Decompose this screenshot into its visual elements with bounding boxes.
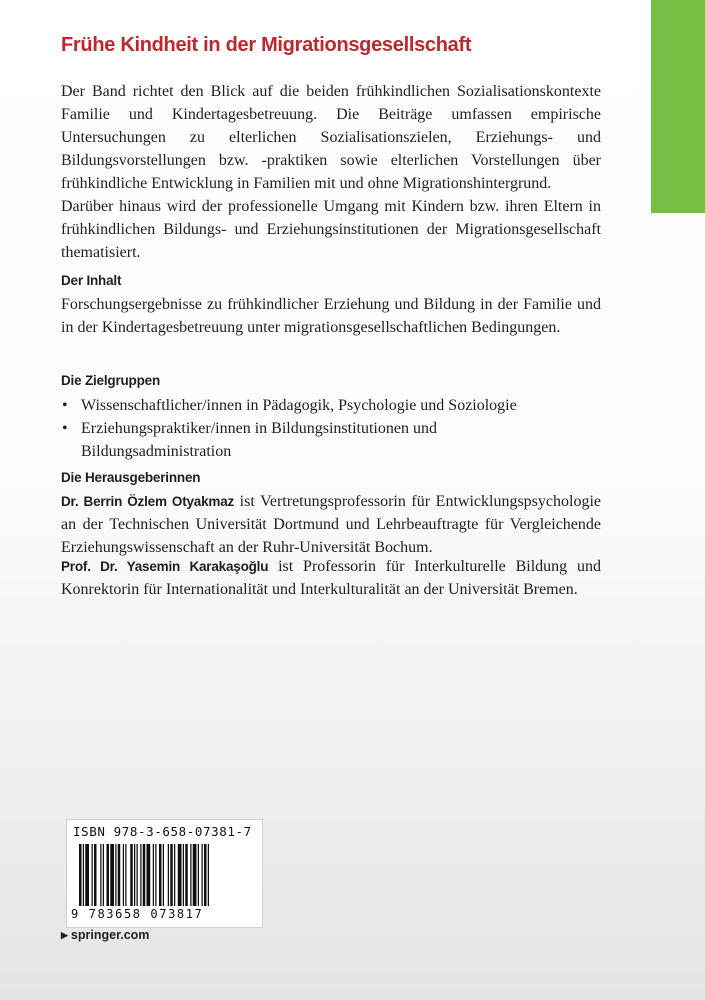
target-groups-heading: Die Zielgruppen <box>61 373 161 388</box>
barcode-bar <box>174 844 175 906</box>
barcode-bar <box>202 844 203 906</box>
barcode-bar <box>123 844 124 906</box>
bullet-icon: • <box>62 397 68 414</box>
barcode-bar <box>155 844 156 906</box>
barcode-bar <box>103 844 104 906</box>
green-color-tab <box>651 0 705 213</box>
barcode-bar <box>130 844 133 906</box>
barcode-bar <box>107 844 110 906</box>
barcode-bar <box>185 844 188 906</box>
content-text: Forschungsergebnisse zu frühkindlicher Erziehung und Bildung in der Familie und in der Kindertagesbetreuung unter migrationsgesellschaftlichen Bedingungen. <box>61 296 601 336</box>
barcode-bar <box>110 844 114 906</box>
second-paragraph: Darüber hinaus wird der professionelle Umgang mit Kindern bzw. ihren Eltern in frühkindlichen Bildungs- und Erziehungsinstitutionen der Migrationsgesellschaft thematisiert. <box>61 198 601 261</box>
isbn-label: ISBN 978-3-658-07381-7 <box>73 824 252 839</box>
barcode-bar <box>94 844 97 906</box>
barcode-bar <box>118 844 121 906</box>
editor2-text: ist Professorin für Interkulturelle Bildung und Konrektorin für Internationalität und Interkulturalität an der Universität Bremen. <box>61 558 601 598</box>
list-item <box>61 417 581 463</box>
barcode-bar <box>115 844 116 906</box>
barcode-digits: 9 783658 073817 <box>71 907 204 921</box>
barcode-bar <box>198 844 199 906</box>
intro-paragraph: Der Band richtet den Blick auf die beiden frühkindlichen Sozialisationskontexte Familie und Kindertagesbetreuung. Die Beiträge umfassen empirische Untersuchungen zu elterlichen Sozialisationszielen, Erziehungs- und Bildungsvorstellungen bzw. -praktiken sowie elterlichen Vorstellungen über frühkindliche Entwicklung in Familien mit und ohne Migrationshintergrund. <box>61 83 601 192</box>
barcode-bar <box>143 844 146 906</box>
barcode-bar <box>170 844 173 906</box>
barcode-bar <box>83 844 84 906</box>
barcode-bar <box>92 844 93 906</box>
barcode-bar <box>85 844 89 906</box>
barcode-bar <box>153 844 154 906</box>
list-item-text: Wissenschaftlicher/innen in Pädagogik, Psychologie und Soziologie <box>81 397 517 414</box>
list-item-text: Erziehungspraktiker/innen in Bildungsinstitutionen und Bildungsadministration <box>81 420 437 460</box>
barcode-bar <box>178 844 182 906</box>
barcode-bar <box>100 844 101 906</box>
list-item <box>61 394 581 417</box>
editor2-name: Prof. Dr. Yasemin Karakaşoğlu <box>61 559 269 574</box>
publisher-link[interactable] <box>61 928 149 942</box>
barcode-bar <box>79 844 82 906</box>
barcode-bar <box>193 844 197 906</box>
editor2-bio <box>61 555 601 601</box>
book-title: Frühe Kindheit in der Migrationsgesellschaft <box>61 34 472 56</box>
bullet-icon: • <box>62 420 68 437</box>
barcode-icon <box>79 844 251 906</box>
publisher-url: springer.com <box>70 928 150 942</box>
editor1-text: ist Vertretungsprofessorin für Entwicklungspsychologie an der Technischen Universität Dortmund und Lehrbeauftragte für Vergleichende Erziehungswissenschaft an der Ruhr-Universität Bochum. <box>61 493 601 556</box>
barcode-bar <box>168 844 169 906</box>
barcode-bar <box>137 844 138 906</box>
barcode-bar <box>190 844 191 906</box>
content-heading: Der Inhalt <box>61 273 122 288</box>
barcode-bar <box>159 844 162 906</box>
barcode-bar <box>140 844 141 906</box>
arrow-icon: ▶ <box>61 930 68 940</box>
barcode-bar <box>125 844 126 906</box>
barcode-bar <box>147 844 151 906</box>
target-groups-list <box>61 394 581 463</box>
editor1-name: Dr. Berrin Özlem Otyakmaz <box>61 494 235 509</box>
barcode-box <box>66 819 263 928</box>
editors-heading: Die Herausgeberinnen <box>61 470 201 485</box>
barcode-bar <box>208 844 209 906</box>
editor1-bio <box>61 490 601 559</box>
barcode-bar <box>183 844 184 906</box>
barcode-bar <box>134 844 135 906</box>
barcode-bar <box>204 844 207 906</box>
barcode-bar <box>163 844 164 906</box>
